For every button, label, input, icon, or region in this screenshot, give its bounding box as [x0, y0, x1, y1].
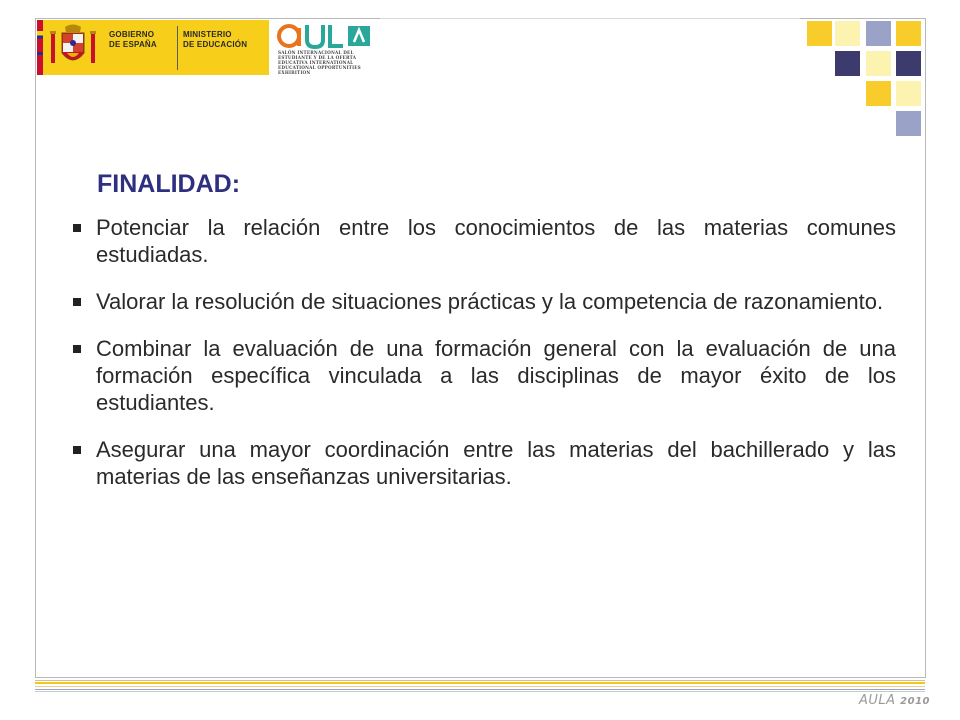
bullet-text: Valorar la resolución de situaciones prácticas y la competencia de razonamiento.	[96, 289, 884, 314]
deco-square	[866, 21, 891, 46]
square-bullet-icon	[73, 345, 81, 353]
bullet-item	[62, 214, 896, 268]
flag-strip	[37, 20, 43, 75]
ministry-logo	[37, 20, 269, 75]
deco-square	[896, 111, 921, 136]
aula-wordmark	[276, 20, 376, 50]
bullet-text: Potenciar la relación entre los conocimientos de las materias comunes estudiadas.	[96, 215, 896, 267]
footer-brand-name: AULA	[858, 693, 896, 708]
footer-brand	[840, 693, 930, 708]
deco-square	[866, 51, 891, 76]
footer-stripes	[35, 680, 925, 694]
square-bullet-icon	[73, 224, 81, 232]
square-bullet-icon	[73, 298, 81, 306]
ministry-label: MINISTERIO DE EDUCACIÓN	[183, 30, 248, 49]
deco-square	[896, 81, 921, 106]
bullet-item	[62, 436, 896, 490]
deco-square	[835, 51, 860, 76]
aula-logo	[272, 20, 380, 75]
government-label: GOBIERNO DE ESPAÑA	[109, 30, 157, 49]
bullet-text: Asegurar una mayor coordinación entre las materias del bachillerado y las materias de las enseñanzas universitarias.	[96, 437, 896, 489]
footer-year: 2010	[900, 696, 930, 707]
bullet-item	[62, 288, 896, 315]
deco-square	[807, 21, 832, 46]
coat-of-arms-icon	[47, 23, 99, 72]
slide-title: FINALIDAD:	[97, 170, 241, 198]
bullet-item	[62, 335, 896, 416]
aula-subtitle: SALÓN INTERNACIONAL DEL ESTUDIANTE Y DE LA OFERTA EDUCATIVA INTERNATIONAL EDUCATIONAL OPPORTUNITIES EXHIBITION	[278, 50, 361, 75]
logo-divider	[177, 26, 178, 70]
deco-square	[896, 51, 921, 76]
bullet-text: Combinar la evaluación de una formación general con la evaluación de una formación específica vinculada a las disciplinas de mayor éxito de los estudiantes.	[96, 336, 896, 415]
square-bullet-icon	[73, 446, 81, 454]
deco-square	[866, 81, 891, 106]
deco-square	[896, 21, 921, 46]
deco-square	[835, 21, 860, 46]
frame-top-line	[380, 18, 800, 19]
bullet-list	[62, 214, 896, 510]
